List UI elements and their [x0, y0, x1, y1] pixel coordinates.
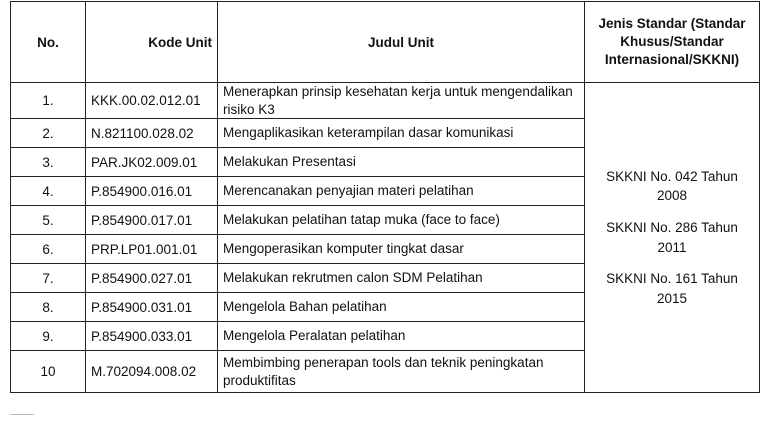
row-number: 5.: [11, 206, 86, 235]
row-number: 10: [11, 351, 86, 393]
row-number: 9.: [11, 322, 86, 351]
unit-code: P.854900.031.01: [86, 293, 218, 322]
standard-entry: SKKNI No. 286 Tahun 2011: [606, 219, 738, 255]
unit-code: PRP.LP01.001.01: [86, 235, 218, 264]
unit-code: M.702094.008.02: [86, 351, 218, 393]
unit-title: Melakukan Presentasi: [218, 148, 585, 177]
row-number: 4.: [11, 177, 86, 206]
header-no: No.: [11, 2, 86, 83]
unit-code: P.854900.027.01: [86, 264, 218, 293]
unit-code: P.854900.017.01: [86, 206, 218, 235]
unit-code: N.821100.028.02: [86, 119, 218, 148]
header-kode-unit: Kode Unit: [86, 2, 218, 83]
header-row: [11, 2, 760, 83]
unit-title: Melakukan rekrutmen calon SDM Pelatihan: [218, 264, 585, 293]
row-number: 7.: [11, 264, 86, 293]
table-row: [11, 83, 760, 119]
footnote-separator: [10, 414, 34, 415]
unit-title: Menerapkan prinsip kesehatan kerja untuk mengendalikan risiko K3: [218, 83, 585, 119]
row-number: 1.: [11, 83, 86, 119]
header-jenis-standar: Jenis Standar (Standar Khusus/Standar Internasional/SKKNI): [585, 2, 760, 83]
standard-entry: SKKNI No. 042 Tahun 2008: [606, 168, 738, 204]
unit-title: Mengaplikasikan keterampilan dasar komunikasi: [218, 119, 585, 148]
unit-code: P.854900.033.01: [86, 322, 218, 351]
header-judul-unit: Judul Unit: [218, 2, 585, 83]
row-number: 3.: [11, 148, 86, 177]
row-number: 6.: [11, 235, 86, 264]
unit-title: Mengelola Bahan pelatihan: [218, 293, 585, 322]
unit-table: [10, 1, 760, 393]
unit-title: Membimbing penerapan tools dan teknik peningkatan produktifitas: [218, 351, 585, 393]
unit-code: PAR.JK02.009.01: [86, 148, 218, 177]
unit-code: KKK.00.02.012.01: [86, 83, 218, 119]
unit-title: Merencanakan penyajian materi pelatihan: [218, 177, 585, 206]
row-number: 2.: [11, 119, 86, 148]
unit-title: Mengelola Peralatan pelatihan: [218, 322, 585, 351]
unit-title: Melakukan pelatihan tatap muka (face to face): [218, 206, 585, 235]
standard-cell: [585, 83, 760, 393]
unit-code: P.854900.016.01: [86, 177, 218, 206]
unit-title: Mengoperasikan komputer tingkat dasar: [218, 235, 585, 264]
standard-entry: SKKNI No. 161 Tahun 2015: [606, 271, 738, 306]
row-number: 8.: [11, 293, 86, 322]
